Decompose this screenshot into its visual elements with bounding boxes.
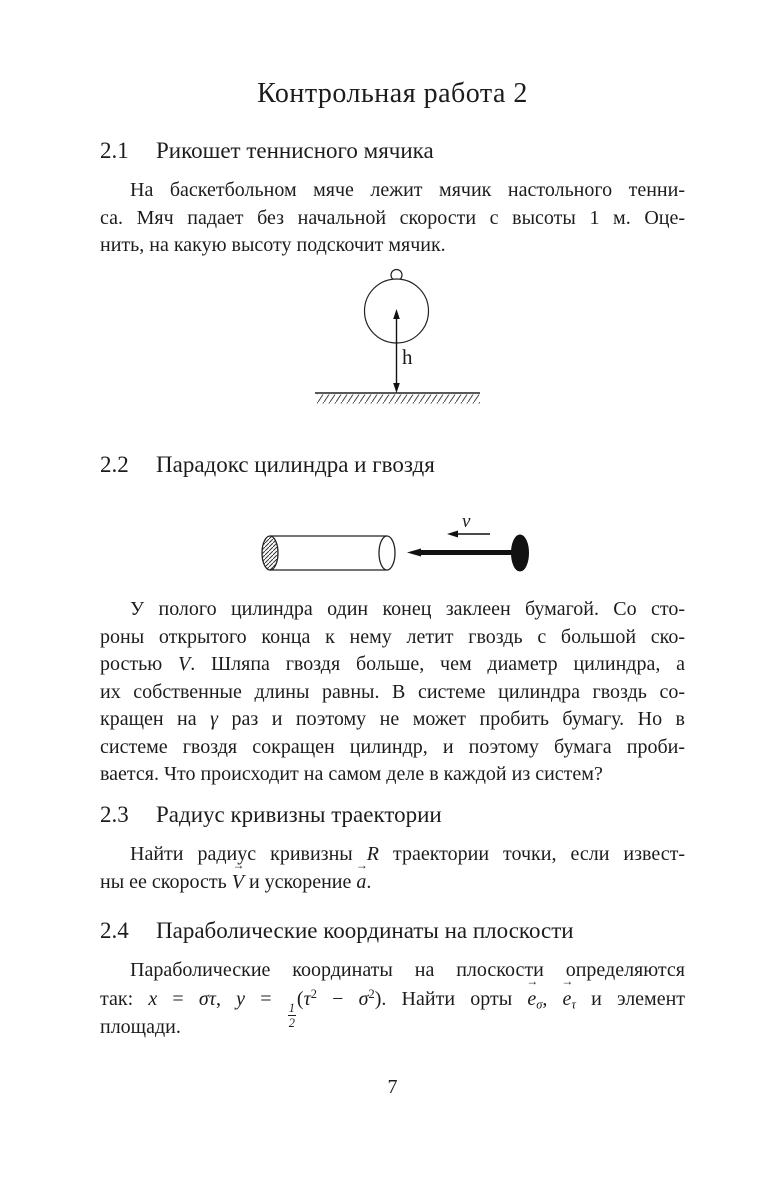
- section-title: Рикошет теннисного мячика: [156, 138, 434, 163]
- figure-cylinder-and-nail: [253, 503, 543, 593]
- section-number: 2.4: [100, 918, 129, 943]
- text-line: площади.: [100, 1015, 181, 1038]
- text-line: так: x = στ, y = $\frac{1}{2}$ $(\tau^2 - \sigma^2)$. Найти орты → $e_\sigma$, → $e_\tau$ и элемент: [100, 985, 685, 1014]
- section-heading-2-1: [100, 138, 685, 164]
- text-line: вается. Что происходит на самом деле в каждой из систем?: [100, 763, 603, 785]
- text-line: ны ее скорость → V и ускорение → a.: [100, 869, 685, 897]
- problem-2-1-text: [100, 177, 685, 260]
- cylinder-open-end: [379, 536, 395, 570]
- height-arrowhead-down: [393, 383, 400, 393]
- text-line: ростью V. Шляпа гвоздя больше, чем диаметр цилиндра, а: [100, 653, 685, 675]
- text-line: системе гвоздя сокращен цилиндр, и поэтому бумага проби-: [100, 735, 685, 758]
- text-line: кращен на γ раз и поэтому не может пробить бумагу. Но в: [100, 708, 685, 730]
- text-line: са. Мяч падает без начальной скорости с высоты 1 м. Оце-: [100, 206, 685, 229]
- figure-bouncing-ball: [300, 258, 495, 413]
- section-number: 2.2: [100, 452, 129, 477]
- section-number: 2.3: [100, 802, 129, 827]
- section-title: Парадокс цилиндра и гвоздя: [156, 452, 435, 477]
- text-line: Найти радиус кривизны R траектории точки, если извест-: [130, 843, 686, 865]
- page-title: Контрольная работа 2: [257, 78, 528, 109]
- page-number: 7: [387, 1076, 398, 1098]
- height-label: h: [402, 345, 413, 369]
- text-line: Параболические координаты на плоскости определяются: [130, 959, 685, 981]
- text-line: их собственные длины равны. В системе цилиндра гвоздь со-: [100, 680, 685, 703]
- text-line: На баскетбольном мяче лежит мячик настольного тенни-: [130, 179, 685, 201]
- text-line: нить, на какую высоту подскочит мячик.: [100, 234, 446, 256]
- section-title: Параболические координаты на плоскости: [156, 918, 574, 943]
- cylinder-sealed-end: [262, 536, 278, 570]
- section-title: Радиус кривизны траектории: [156, 802, 442, 827]
- text-line: роны открытого конца к нему летит гвоздь с большой ско-: [100, 625, 685, 648]
- section-heading-2-2: [100, 452, 685, 478]
- problem-2-2-text: [100, 596, 685, 789]
- nail-head: [512, 535, 529, 571]
- section-number: 2.1: [100, 138, 129, 163]
- problem-2-4-text: [100, 957, 685, 1041]
- ground-hatching: [317, 395, 480, 404]
- problem-2-3-text: [100, 841, 685, 896]
- section-heading-2-4: [100, 918, 685, 944]
- section-heading-2-3: [100, 802, 685, 828]
- text-line: У полого цилиндра один конец заклеен бумагой. Со сто-: [130, 598, 685, 620]
- velocity-arrowhead: [447, 531, 458, 538]
- velocity-label: v: [462, 511, 471, 532]
